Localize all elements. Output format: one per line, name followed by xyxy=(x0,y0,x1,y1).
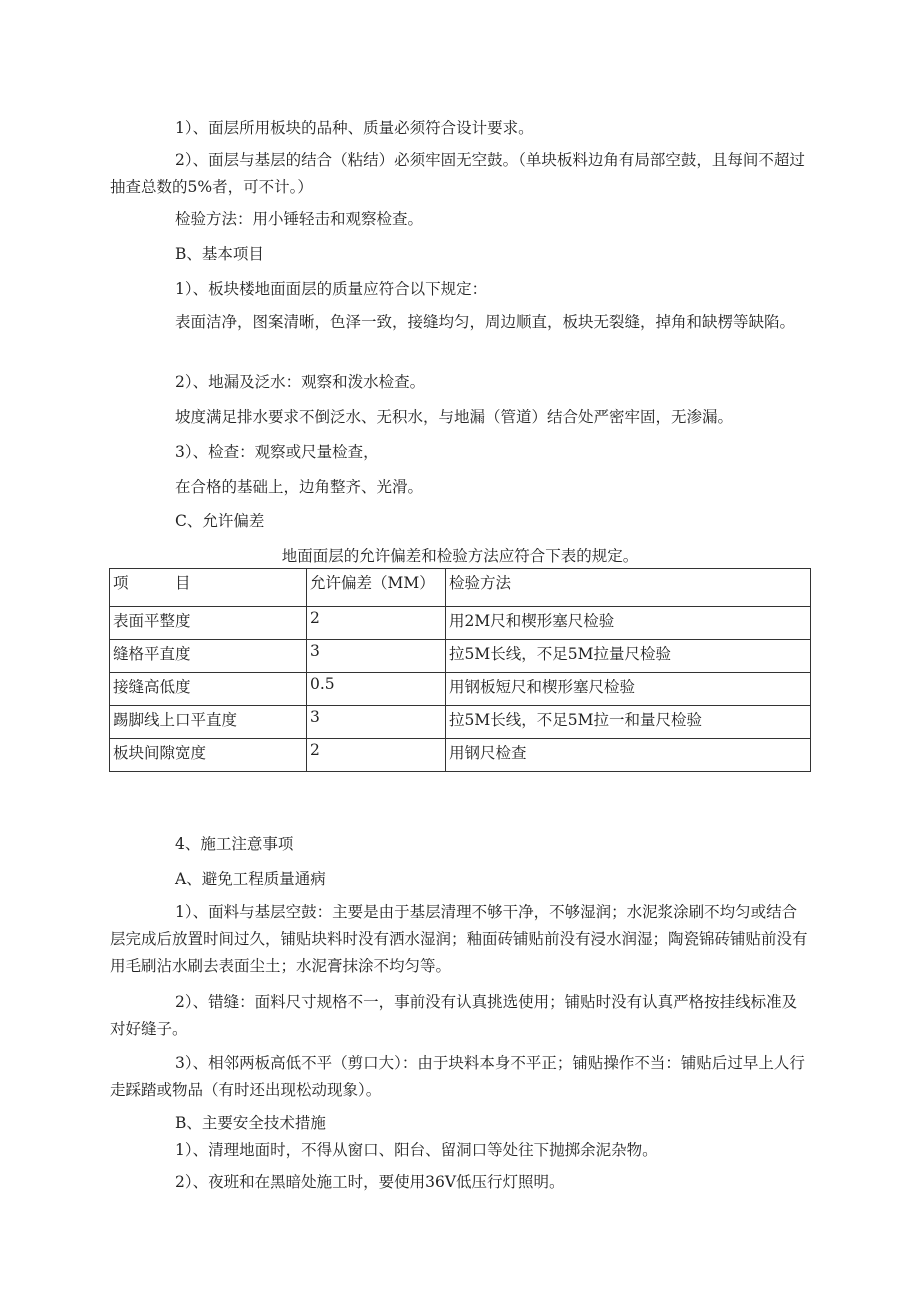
table-cell-method: 拉5M长线，不足5M拉量尺检验 xyxy=(446,640,811,673)
paragraph-basic-item-2: 2）、地漏及泛水：观察和泼水检查。 xyxy=(175,373,426,391)
table-row xyxy=(110,640,811,673)
table-cell-method: 用钢尺检查 xyxy=(446,739,811,772)
header-inspection-method: 检验方法 xyxy=(446,569,811,607)
header-allowable-deviation: 允许偏差（MM） xyxy=(307,569,446,607)
heading-safety-measures: B、主要安全技术措施 xyxy=(175,1114,326,1132)
table-cell-deviation: 3 xyxy=(307,640,446,673)
paragraph-basic-item-3: 3）、检查：观察或尺量检查， xyxy=(175,443,379,461)
heading-avoid-quality-defects: A、避免工程质量通病 xyxy=(175,870,326,888)
table-row xyxy=(110,739,811,772)
heading-basic-items: B、基本项目 xyxy=(175,245,264,263)
table-cell-item: 踢脚线上口平直度 xyxy=(110,706,307,739)
table-row xyxy=(110,673,811,706)
paragraph-slope-requirements: 坡度满足排水要求不倒泛水、无积水，与地漏（管道）结合处严密牢固，无渗漏。 xyxy=(175,408,734,426)
paragraph-inspection-method: 检验方法：用小锤轻击和观察检查。 xyxy=(175,210,424,228)
paragraph-safety-1: 1）、清理地面时，不得从窗口、阳台、留洞口等处往下抛掷余泥杂物。 xyxy=(175,1141,658,1159)
table-cell-item: 板块间隙宽度 xyxy=(110,739,307,772)
paragraph-safety-2: 2）、夜班和在黑暗处施工时，要使用36V低压行灯照明。 xyxy=(175,1173,565,1191)
table-caption: 地面面层的允许偏差和检验方法应符合下表的规定。 xyxy=(281,547,639,565)
paragraph-main-item-2: 2）、面层与基层的结合（粘结）必须牢固无空鼓。（单块板料边角有局部空鼓，且每间不超过抽查总数的5%者，可不计。） xyxy=(110,151,805,196)
table-cell-item: 表面平整度 xyxy=(110,607,307,640)
paragraph-edge-requirements: 在合格的基础上，边角整齐、光滑。 xyxy=(175,478,424,496)
table-cell-deviation: 2 xyxy=(307,607,446,640)
table-cell-method: 用钢板短尺和楔形塞尺检验 xyxy=(446,673,811,706)
paragraph-main-item-1: 1）、面层所用板块的品种、质量必须符合设计要求。 xyxy=(175,119,534,137)
table-row xyxy=(110,706,811,739)
table-cell-method: 拉5M长线，不足5M拉一和量尺检验 xyxy=(446,706,811,739)
paragraph-basic-item-1: 1）、板块楼地面面层的质量应符合以下规定： xyxy=(175,280,488,298)
table-cell-deviation: 2 xyxy=(307,739,446,772)
heading-construction-notes: 4、施工注意事项 xyxy=(175,835,294,853)
deviation-table xyxy=(109,568,811,772)
paragraph-surface-requirements: 表面洁净，图案清晰，色泽一致，接缝均匀，周边顺直，板块无裂缝，掉角和缺楞等缺陷。 xyxy=(175,313,796,331)
paragraph-misaligned-joints: 2）、错缝：面料尺寸规格不一，事前没有认真挑选使用；铺贴时没有认真严格按挂线标准及对好缝子。 xyxy=(110,993,798,1038)
table-header-row xyxy=(110,569,811,607)
table-cell-deviation: 0.5 xyxy=(307,673,446,706)
header-item: 项 目 xyxy=(110,569,307,607)
paragraph-hollowing: 1）、面料与基层空鼓：主要是由于基层清理不够干净，不够湿润；水泥浆涂刷不均匀或结合层完成后放置时间过久，铺贴块料时没有洒水湿润；釉面砖铺贴前没有浸水润湿；陶瓷锦砖铺贴前没有用毛刷沾水刷去表面尘土；水泥膏抹涂不均匀等。 xyxy=(110,903,808,975)
table-cell-method: 用2M尺和楔形塞尺检验 xyxy=(446,607,811,640)
table-cell-item: 接缝高低度 xyxy=(110,673,307,706)
table-row xyxy=(110,607,811,640)
table-cell-deviation: 3 xyxy=(307,706,446,739)
table-cell-item: 缝格平直度 xyxy=(110,640,307,673)
heading-allowable-deviation: C、允许偏差 xyxy=(175,512,265,530)
paragraph-uneven-boards: 3）、相邻两板高低不平（剪口大）：由于块料本身不平正；铺贴操作不当：铺贴后过早上人行走踩踏或物品（有时还出现松动现象）。 xyxy=(110,1054,805,1099)
